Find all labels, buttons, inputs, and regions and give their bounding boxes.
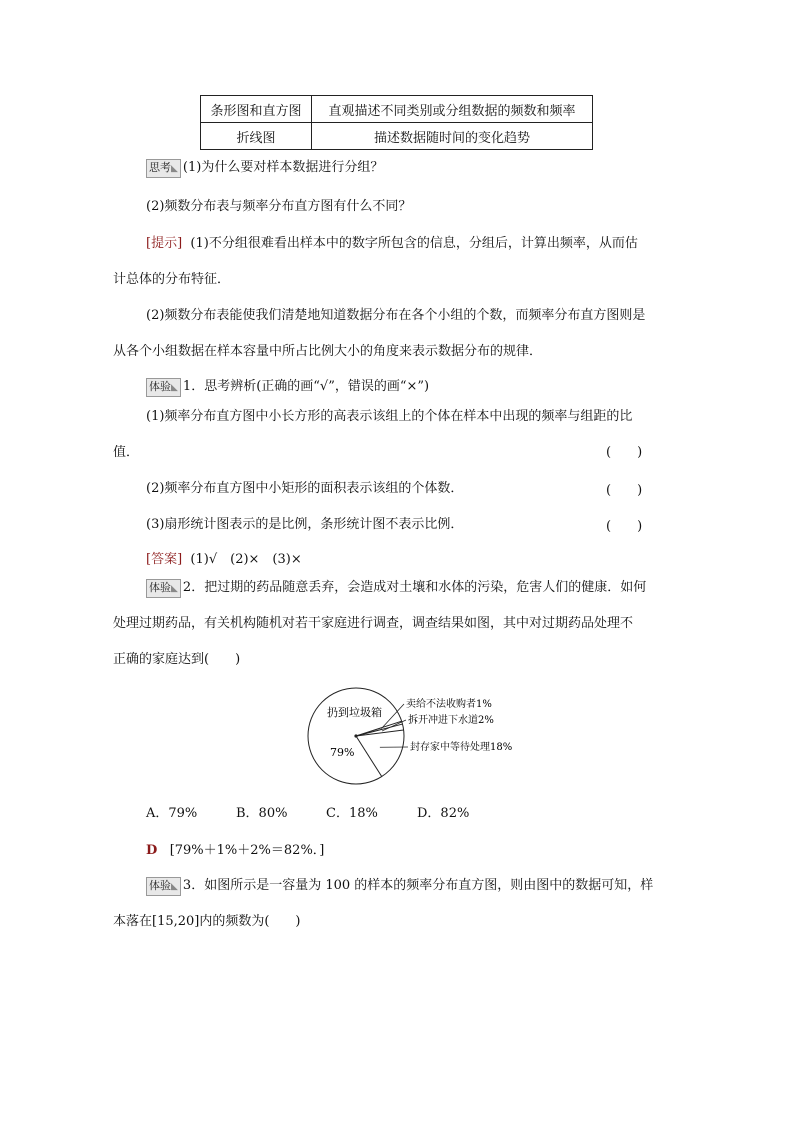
exercise-1-title	[146, 375, 429, 397]
table-row	[201, 123, 593, 150]
exercise-tag: 体验◣	[146, 579, 181, 598]
option-c: C．18%	[326, 806, 378, 821]
exercise-3-line-1	[146, 874, 653, 896]
pie-chart	[290, 680, 540, 800]
hint-tag: [提示]	[146, 236, 183, 251]
think-q1-text: (1)为什么要对样本数据进行分组？	[182, 160, 384, 175]
pie-callout-2: 拆开冲进下水道2%	[408, 715, 494, 726]
think-question-2: (2)频数分布表与频率分布直方图有什么不同？	[146, 199, 412, 214]
exercise-2-l1-text: 2．把过期的药品随意丢弃，会造成对土壤和水体的污染，危害人们的健康．如何	[182, 580, 647, 595]
think-question-1	[146, 156, 383, 178]
option-a: A．79%	[146, 806, 198, 821]
pie-label-main-value: 79%	[330, 746, 355, 759]
exercise-2-line-2: 处理过期药品，有关机构随机对若干家庭进行调查，调查结果如图，其中对过期药品处理不	[113, 616, 634, 631]
pie-callout-3: 封存家中等待处理18%	[410, 742, 513, 753]
option-b: B．80%	[236, 806, 288, 821]
pie-slice-boundary	[356, 724, 402, 736]
statement-3: (3)扇形统计图表示的是比例，条形统计图不表示比例．	[146, 517, 464, 532]
table-cell: 直观描述不同类别或分组数据的频数和频率	[312, 96, 593, 123]
answer-tag: [答案]	[146, 552, 183, 567]
exercise-3-l1-text: 3．如图所示是一容量为 100 的样本的频率分布直方图，则由图中的数据可知，样	[182, 878, 654, 893]
pie-slice-boundary	[356, 736, 382, 777]
exercise-1-answer	[146, 548, 302, 567]
statement-2: (2)频率分布直方图中小矩形的面积表示该组的个体数．	[146, 481, 464, 496]
hint-p2b: 从各个小组数据在样本容量中所占比例大小的角度来表示数据分布的规律．	[113, 344, 543, 359]
hint-paragraph-1	[146, 232, 638, 251]
statement-1a: (1)频率分布直方图中小长方形的高表示该组上的个体在样本中出现的频率与组距的比	[146, 409, 633, 424]
table-cell: 折线图	[201, 123, 312, 150]
summary-table	[200, 95, 593, 150]
answer-explanation: [79%＋1%＋2%＝82%．]	[169, 843, 325, 858]
hint-p1a: (1)不分组很难看出样本中的数字所包含的信息，分组后，计算出频率，从而估	[190, 236, 638, 251]
pie-label-main: 扔到垃圾箱	[327, 706, 382, 719]
exercise-2-answer	[146, 839, 324, 858]
exercise-2-line-3: 正确的家庭达到( )	[113, 652, 241, 667]
pie-callout-1: 卖给不法收购者1%	[406, 699, 492, 710]
exercise-1-title-text: 1．思考辨析(正确的画“√”，错误的画“×”)	[182, 379, 430, 394]
exercise-tag: 体验◣	[146, 877, 181, 896]
answer-blank: ( )	[606, 519, 643, 534]
exercise-3-line-2: 本落在[15,20]内的频数为( )	[113, 914, 301, 929]
pie-slice-boundary	[356, 730, 404, 736]
think-tag: 思考◣	[146, 159, 181, 178]
hint-p1b: 计总体的分布特征．	[113, 272, 231, 287]
exercise-tag: 体验◣	[146, 378, 181, 397]
statement-1b: 值．	[113, 445, 140, 460]
answer-blank: ( )	[606, 445, 643, 460]
pie-center-dot	[354, 734, 357, 737]
answer-text: (1)√ (2)× (3)×	[190, 552, 302, 567]
hint-p2a: (2)频数分布表能使我们清楚地知道数据分布在各个小组的个数，而频率分布直方图则是	[146, 308, 646, 323]
table-cell: 描述数据随时间的变化趋势	[312, 123, 593, 150]
exercise-2-line-1	[146, 576, 646, 598]
table-cell: 条形图和直方图	[201, 96, 312, 123]
table-row	[201, 96, 593, 123]
answer-letter: D	[146, 843, 158, 858]
option-d: D．82%	[417, 806, 470, 821]
answer-blank: ( )	[606, 483, 643, 498]
